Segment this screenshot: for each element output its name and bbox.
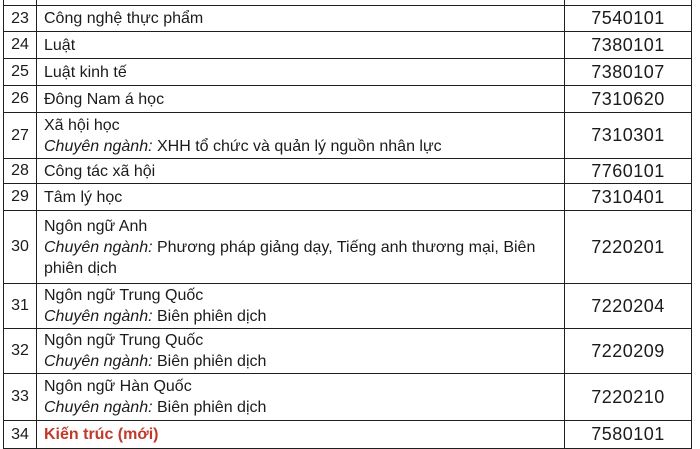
specialization-text: Biên phiên dịch — [156, 308, 267, 325]
program-name-cell — [37, 113, 565, 159]
table-row — [4, 184, 692, 211]
specialization-label: Chuyên ngành: — [44, 399, 153, 416]
program-specialization — [44, 306, 558, 327]
program-name-cell — [37, 421, 565, 449]
programs-table — [3, 0, 692, 449]
specialization-label: Chuyên ngành: — [44, 238, 153, 256]
table-row — [4, 86, 692, 113]
table-row — [4, 421, 692, 449]
program-code: 7220204 — [565, 284, 692, 329]
row-number: 29 — [4, 184, 37, 211]
program-code: 7540101 — [565, 6, 692, 32]
program-name-cell — [37, 211, 565, 284]
table-row — [4, 374, 692, 421]
specialization-label: Chuyên ngành: — [44, 308, 153, 325]
program-name: Ngôn ngữ Hàn Quốc — [44, 378, 192, 395]
table-row — [4, 159, 692, 184]
program-name-cell — [37, 329, 565, 374]
program-name-cell — [37, 59, 565, 86]
row-number: 28 — [4, 159, 37, 184]
program-name: Xã hội học — [44, 116, 120, 134]
program-code: 7580101 — [565, 421, 692, 449]
specialization-label: Chuyên ngành: — [44, 353, 153, 370]
program-code: 7380107 — [565, 59, 692, 86]
program-name-cell — [37, 32, 565, 59]
program-name: Ngôn ngữ Trung Quốc — [44, 287, 204, 304]
table-row — [4, 59, 692, 86]
program-name-cell — [37, 284, 565, 329]
row-number: 23 — [4, 6, 37, 32]
program-specialization — [44, 397, 558, 418]
program-name: Ngôn ngữ Anh — [44, 217, 148, 235]
program-specialization — [44, 136, 558, 157]
row-number: 30 — [4, 211, 37, 284]
program-specialization — [44, 351, 558, 372]
row-number: 34 — [4, 421, 37, 449]
program-name: Ngôn ngữ Trung Quốc — [44, 332, 204, 349]
specialization-text: XHH tổ chức và quản lý nguồn nhân lực — [156, 137, 442, 155]
specialization-label: Chuyên ngành: — [44, 137, 153, 155]
program-code: 7220210 — [565, 374, 692, 421]
program-name: Đông Nam á học — [44, 90, 165, 108]
program-name: Tâm lý học — [44, 188, 123, 206]
program-name: Công nghệ thực phẩm — [44, 10, 204, 27]
program-code: 7310620 — [565, 86, 692, 113]
program-name: Kiến trúc (mới) — [44, 426, 159, 443]
program-name-cell — [37, 6, 565, 32]
row-number: 32 — [4, 329, 37, 374]
specialization-text: Biên phiên dịch — [156, 399, 267, 416]
row-number: 26 — [4, 86, 37, 113]
row-number: 25 — [4, 59, 37, 86]
program-code: 7220209 — [565, 329, 692, 374]
specialization-text: Biên phiên dịch — [156, 353, 267, 370]
table-body — [4, 0, 692, 449]
row-number: 31 — [4, 284, 37, 329]
program-name: Luật — [44, 36, 76, 54]
table-row — [4, 113, 692, 159]
program-name: Công tác xã hội — [44, 162, 156, 180]
row-number: 27 — [4, 113, 37, 159]
table-row — [4, 284, 692, 329]
program-name: Luật kinh tế — [44, 63, 127, 81]
program-code: 7220201 — [565, 211, 692, 284]
program-name-cell — [37, 184, 565, 211]
specialization-text: Phương pháp giảng dạy, Tiếng anh thương mại, Biên phiên dịch — [44, 238, 536, 277]
row-number: 24 — [4, 32, 37, 59]
table-row — [4, 6, 692, 32]
program-code: 7380101 — [565, 32, 692, 59]
table-row — [4, 329, 692, 374]
program-name-cell — [37, 159, 565, 184]
program-code: 7760101 — [565, 159, 692, 184]
table-row — [4, 32, 692, 59]
row-number: 33 — [4, 374, 37, 421]
table-row — [4, 211, 692, 284]
program-name-cell — [37, 86, 565, 113]
program-code: 7310401 — [565, 184, 692, 211]
program-specialization — [44, 237, 558, 279]
program-name-cell — [37, 374, 565, 421]
program-code: 7310301 — [565, 113, 692, 159]
